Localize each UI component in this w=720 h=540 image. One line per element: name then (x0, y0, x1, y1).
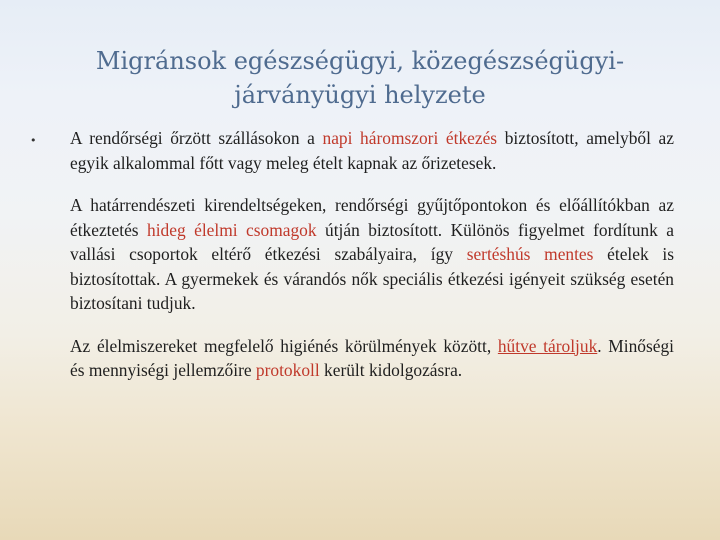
text-segment: került kidolgozásra. (319, 360, 463, 380)
title-line-1: Migránsok egészségügyi, közegészségügyi- (95, 47, 625, 75)
text-segment: Az élelmiszereket megfelelő higiénés körülmények között, (70, 335, 498, 356)
highlight-segment: hideg élelmi csomagok (147, 219, 317, 240)
text-segment: A határrendészeti kirendeltségeken, rendőrségi gyűjtőpontokon és előállítókban az étkeztetés (70, 195, 674, 240)
text-segment: útján biztosított. Különös figyelmet fordítunk a vallási csoportok eltérő étkezési szabályaira, így (70, 219, 674, 264)
slide-title (40, 44, 680, 112)
paragraph-2 (70, 193, 674, 316)
paragraph-3 (70, 334, 674, 383)
paragraph-1 (70, 126, 674, 175)
slide-body (70, 126, 674, 401)
text-segment: A rendőrségi őrzött szállásokon a (70, 128, 323, 148)
text-segment: biztosított, amelyből az egyik alkalommal főtt vagy meleg ételt kapnak az őrizetesek. (70, 128, 674, 173)
text-segment: . Minőségi és mennyiségi jellemzőire (70, 335, 675, 380)
underlined-highlight-segment: hűtve tároljuk (497, 335, 598, 356)
title-line-2: járványügyi helyzete (234, 81, 486, 109)
bullet-marker: • (30, 134, 37, 147)
highlight-segment: napi háromszori étkezés (322, 128, 498, 148)
highlight-segment: protokoll (255, 360, 320, 380)
text-segment: ételek is biztosítottak. A gyermekek és várandós nők speciális étkezési igényeit szükség esetén biztosítani tudjuk. (70, 244, 674, 313)
highlight-segment: sertéshús mentes (466, 244, 594, 264)
